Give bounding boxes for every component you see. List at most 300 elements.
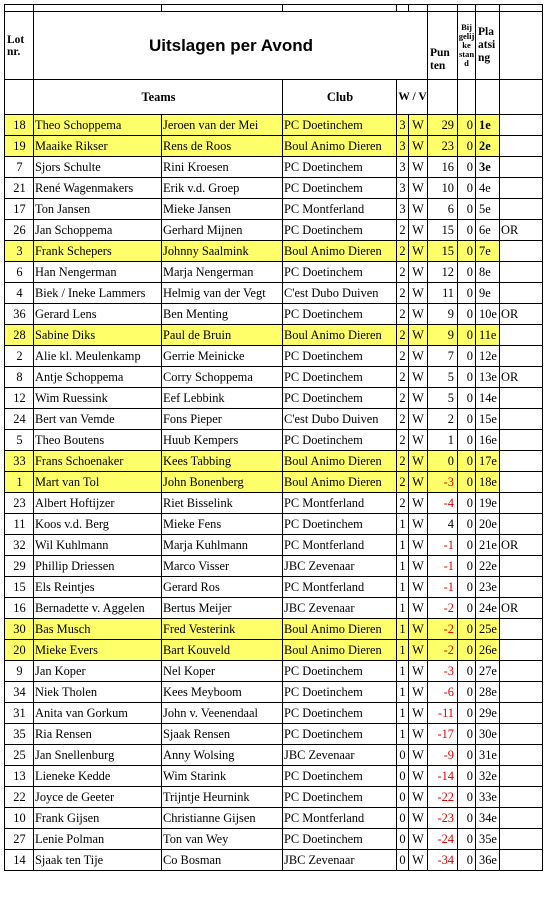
player-1: Albert Hoftijzer [34,493,162,514]
placement: 27e [476,661,500,682]
points: 15 [428,241,458,262]
extra-note [500,808,543,829]
table-row [5,325,543,346]
wins: 2 [397,241,409,262]
club-name: PC Doetinchem [283,787,397,808]
lot-number: 8 [5,367,34,388]
points: 11 [428,283,458,304]
points: 5 [428,367,458,388]
points: -24 [428,829,458,850]
table-row [5,808,543,829]
extra-note [500,556,543,577]
player-1: Jan Schoppema [34,220,162,241]
lot-number: 14 [5,850,34,871]
player-1: Frank Gijsen [34,808,162,829]
points: 12 [428,262,458,283]
placement: 18e [476,472,500,493]
wins: 1 [397,724,409,745]
wv-mark: W [409,724,428,745]
points: -1 [428,577,458,598]
extra-note: OR [500,598,543,619]
placement: 8e [476,262,500,283]
extra-note [500,409,543,430]
wins: 0 [397,745,409,766]
points: -34 [428,850,458,871]
lot-number: 13 [5,766,34,787]
lot-number: 17 [5,199,34,220]
wins: 2 [397,220,409,241]
results-body [5,115,543,871]
player-1: Han Nengerman [34,262,162,283]
table-row [5,136,543,157]
extra-note [500,640,543,661]
placement: 3e [476,157,500,178]
tiebreak: 0 [458,577,476,598]
points: -14 [428,766,458,787]
tiebreak: 0 [458,178,476,199]
tiebreak: 0 [458,451,476,472]
lot-number-header: Lot nr. [5,12,34,80]
lot-number: 36 [5,304,34,325]
wins: 2 [397,283,409,304]
points: -3 [428,661,458,682]
extra-note: OR [500,367,543,388]
wv-mark: W [409,703,428,724]
club-name: PC Doetinchem [283,115,397,136]
tiebreak: 0 [458,829,476,850]
lot-number: 31 [5,703,34,724]
wins: 1 [397,703,409,724]
club-name: Boul Animo Dieren [283,241,397,262]
tiebreak: 0 [458,115,476,136]
tiebreak: 0 [458,430,476,451]
lot-number: 11 [5,514,34,535]
player-2: John v. Veenendaal [162,703,283,724]
wv-mark: W [409,115,428,136]
teams-header: Teams [34,80,283,115]
table-row [5,577,543,598]
placement: 20e [476,514,500,535]
points: 10 [428,178,458,199]
points: -2 [428,598,458,619]
tiebreak: 0 [458,136,476,157]
points: -6 [428,682,458,703]
tiebreak: 0 [458,640,476,661]
lot-number: 7 [5,157,34,178]
wv-mark: W [409,325,428,346]
tiebreak: 0 [458,682,476,703]
club-name: Boul Animo Dieren [283,619,397,640]
table-row [5,157,543,178]
tiebreak: 0 [458,766,476,787]
extra-note [500,136,543,157]
results-sheet [4,4,542,871]
extra-note [500,472,543,493]
club-name: PC Doetinchem [283,766,397,787]
tiebreak: 0 [458,262,476,283]
tiebreak: 0 [458,619,476,640]
tiebreak: 0 [458,409,476,430]
placement: 29e [476,703,500,724]
player-2: John Bonenberg [162,472,283,493]
club-name: Boul Animo Dieren [283,136,397,157]
club-name: PC Doetinchem [283,514,397,535]
player-1: Niek Tholen [34,682,162,703]
lot-number: 15 [5,577,34,598]
wins: 2 [397,409,409,430]
tiebreak: 0 [458,556,476,577]
wins: 3 [397,115,409,136]
table-row [5,703,543,724]
points: -17 [428,724,458,745]
lot-number: 34 [5,682,34,703]
placement: 16e [476,430,500,451]
wv-mark: W [409,241,428,262]
player-1: Wim Ruessink [34,388,162,409]
player-2: Trijntje Heurnink [162,787,283,808]
extra-note [500,724,543,745]
placement: 2e [476,136,500,157]
player-1: Bert van Vemde [34,409,162,430]
club-name: JBC Zevenaar [283,598,397,619]
wins: 0 [397,808,409,829]
placement: 22e [476,556,500,577]
plaatsing-header: Pla atsi ng [476,12,500,80]
player-1: René Wagenmakers [34,178,162,199]
lot-number: 28 [5,325,34,346]
tiebreak: 0 [458,724,476,745]
tiebreak: 0 [458,661,476,682]
table-row [5,304,543,325]
player-2: Wim Starink [162,766,283,787]
wv-mark: W [409,409,428,430]
placement: 1e [476,115,500,136]
wins: 3 [397,178,409,199]
player-2: Anny Wolsing [162,745,283,766]
player-2: Gerard Ros [162,577,283,598]
points: -4 [428,493,458,514]
extra-note [500,325,543,346]
club-name: PC Doetinchem [283,262,397,283]
wv-mark: W [409,472,428,493]
wv-mark: W [409,640,428,661]
player-2: Mieke Fens [162,514,283,535]
table-row [5,829,543,850]
wins: 0 [397,766,409,787]
player-2: Ton van Wey [162,829,283,850]
wv-mark: W [409,367,428,388]
table-row [5,787,543,808]
extra-note [500,787,543,808]
extra-note [500,619,543,640]
wins: 2 [397,472,409,493]
player-2: Nel Koper [162,661,283,682]
tiebreak: 0 [458,808,476,829]
club-name: PC Doetinchem [283,682,397,703]
tiebreak: 0 [458,535,476,556]
wv-mark: W [409,178,428,199]
player-1: Lieneke Kedde [34,766,162,787]
placement: 7e [476,241,500,262]
player-1: Sjors Schulte [34,157,162,178]
wv-mark: W [409,787,428,808]
table-row [5,262,543,283]
wins: 1 [397,556,409,577]
player-1: Anita van Gorkum [34,703,162,724]
player-1: Theo Schoppema [34,115,162,136]
tiebreak: 0 [458,493,476,514]
placement: 26e [476,640,500,661]
player-2: Marja Kuhlmann [162,535,283,556]
wins: 1 [397,661,409,682]
placement: 19e [476,493,500,514]
bijgelijkstand-header: Bij gelij ke stan d [458,12,476,80]
wv-mark: W [409,283,428,304]
wv-mark: W [409,220,428,241]
player-2: Paul de Bruin [162,325,283,346]
extra-note [500,115,543,136]
club-name: Boul Animo Dieren [283,472,397,493]
player-1: Lenie Polman [34,829,162,850]
extra-note [500,157,543,178]
wins: 2 [397,451,409,472]
player-1: Maaike Rikser [34,136,162,157]
player-2: Eef Lebbink [162,388,283,409]
extra-note [500,850,543,871]
club-name: JBC Zevenaar [283,850,397,871]
club-name: PC Doetinchem [283,220,397,241]
points: -2 [428,619,458,640]
club-name: PC Montferland [283,808,397,829]
player-2: Johnny Saalmink [162,241,283,262]
player-2: Mieke Jansen [162,199,283,220]
club-name: PC Doetinchem [283,724,397,745]
table-row [5,745,543,766]
player-1: Jan Snellenburg [34,745,162,766]
player-1: Antje Schoppema [34,367,162,388]
club-name: PC Doetinchem [283,178,397,199]
player-2: Huub Kempers [162,430,283,451]
player-2: Corry Schoppema [162,367,283,388]
player-2: Marco Visser [162,556,283,577]
placement: 5e [476,199,500,220]
placement: 36e [476,850,500,871]
wv-mark: W [409,745,428,766]
points: -1 [428,556,458,577]
punten-header: Pun ten [428,12,458,80]
extra-note [500,178,543,199]
player-2: Ben Menting [162,304,283,325]
wins: 0 [397,787,409,808]
extra-note [500,703,543,724]
points: 4 [428,514,458,535]
wv-mark: W [409,829,428,850]
player-2: Christianne Gijsen [162,808,283,829]
wv-mark: W [409,262,428,283]
tiebreak: 0 [458,388,476,409]
club-name: Boul Animo Dieren [283,451,397,472]
points: 6 [428,199,458,220]
wv-mark: W [409,514,428,535]
club-name: C'est Dubo Duiven [283,409,397,430]
table-row [5,430,543,451]
wins: 1 [397,682,409,703]
extra-note: OR [500,535,543,556]
placement: 21e [476,535,500,556]
wins: 1 [397,619,409,640]
lot-number: 2 [5,346,34,367]
wins: 2 [397,493,409,514]
tiebreak: 0 [458,157,476,178]
club-name: PC Doetinchem [283,430,397,451]
wv-mark: W [409,766,428,787]
club-name: JBC Zevenaar [283,745,397,766]
tiebreak: 0 [458,220,476,241]
points: -23 [428,808,458,829]
club-name: Boul Animo Dieren [283,640,397,661]
player-1: Ton Jansen [34,199,162,220]
player-1: Ria Rensen [34,724,162,745]
wv-mark: W [409,850,428,871]
placement: 9e [476,283,500,304]
placement: 12e [476,346,500,367]
wv-mark: W [409,304,428,325]
wv-mark: W [409,598,428,619]
player-1: Biek / Ineke Lammers [34,283,162,304]
player-2: Fons Pieper [162,409,283,430]
player-2: Erik v.d. Groep [162,178,283,199]
table-row [5,409,543,430]
player-2: Helmig van der Vegt [162,283,283,304]
points: 23 [428,136,458,157]
table-row [5,661,543,682]
lot-number: 19 [5,136,34,157]
lot-number: 12 [5,388,34,409]
wins: 3 [397,136,409,157]
tiebreak: 0 [458,850,476,871]
wv-mark: W [409,535,428,556]
points: -3 [428,472,458,493]
extra-note [500,829,543,850]
club-name: PC Doetinchem [283,829,397,850]
extra-note [500,577,543,598]
wins: 2 [397,304,409,325]
lot-number: 1 [5,472,34,493]
points: 7 [428,346,458,367]
wins: 1 [397,598,409,619]
player-1: Gerard Lens [34,304,162,325]
club-name: PC Doetinchem [283,346,397,367]
player-1: Els Reintjes [34,577,162,598]
extra-note [500,283,543,304]
wins: 2 [397,262,409,283]
points: -1 [428,535,458,556]
placement: 10e [476,304,500,325]
club-name: PC Doetinchem [283,367,397,388]
player-2: Jeroen van der Mei [162,115,283,136]
tiebreak: 0 [458,472,476,493]
wins: 3 [397,157,409,178]
wins: 1 [397,640,409,661]
placement: 23e [476,577,500,598]
extra-note [500,661,543,682]
club-name: PC Montferland [283,577,397,598]
wins: 0 [397,829,409,850]
extra-note [500,514,543,535]
points: 2 [428,409,458,430]
table-row [5,640,543,661]
player-2: Gerhard Mijnen [162,220,283,241]
table-row [5,682,543,703]
placement: 4e [476,178,500,199]
wins: 1 [397,535,409,556]
points: -11 [428,703,458,724]
tiebreak: 0 [458,703,476,724]
placement: 32e [476,766,500,787]
player-2: Gerrie Meinicke [162,346,283,367]
extra-note [500,241,543,262]
club-name: JBC Zevenaar [283,556,397,577]
wv-mark: W [409,661,428,682]
club-name: C'est Dubo Duiven [283,283,397,304]
club-name: Boul Animo Dieren [283,325,397,346]
player-1: Bas Musch [34,619,162,640]
wins: 0 [397,850,409,871]
table-row [5,514,543,535]
extra-note [500,493,543,514]
lot-number: 32 [5,535,34,556]
tiebreak: 0 [458,241,476,262]
player-1: Jan Koper [34,661,162,682]
extra-note [500,682,543,703]
table-row [5,388,543,409]
placement: 30e [476,724,500,745]
lot-number: 22 [5,787,34,808]
club-name: PC Montferland [283,493,397,514]
wv-mark: W [409,619,428,640]
points: 1 [428,430,458,451]
wv-mark: W [409,808,428,829]
lot-number: 35 [5,724,34,745]
page-title: Uitslagen per Avond [34,12,428,80]
tiebreak: 0 [458,283,476,304]
club-name: PC Doetinchem [283,703,397,724]
lot-number: 10 [5,808,34,829]
table-row [5,850,543,871]
placement: 17e [476,451,500,472]
placement: 14e [476,388,500,409]
player-2: Rini Kroesen [162,157,283,178]
player-1: Frank Schepers [34,241,162,262]
wv-mark: W [409,451,428,472]
extra-note [500,745,543,766]
placement: 25e [476,619,500,640]
table-row [5,556,543,577]
player-1: Sjaak ten Tije [34,850,162,871]
wv-mark: W [409,682,428,703]
player-2: Fred Vesterink [162,619,283,640]
club-name: PC Montferland [283,535,397,556]
wv-mark: W [409,430,428,451]
player-1: Wil Kuhlmann [34,535,162,556]
wv-mark: W [409,493,428,514]
points: 29 [428,115,458,136]
lot-number: 3 [5,241,34,262]
placement: 13e [476,367,500,388]
wv-mark: W [409,577,428,598]
wv-mark: W [409,199,428,220]
club-name: PC Doetinchem [283,388,397,409]
